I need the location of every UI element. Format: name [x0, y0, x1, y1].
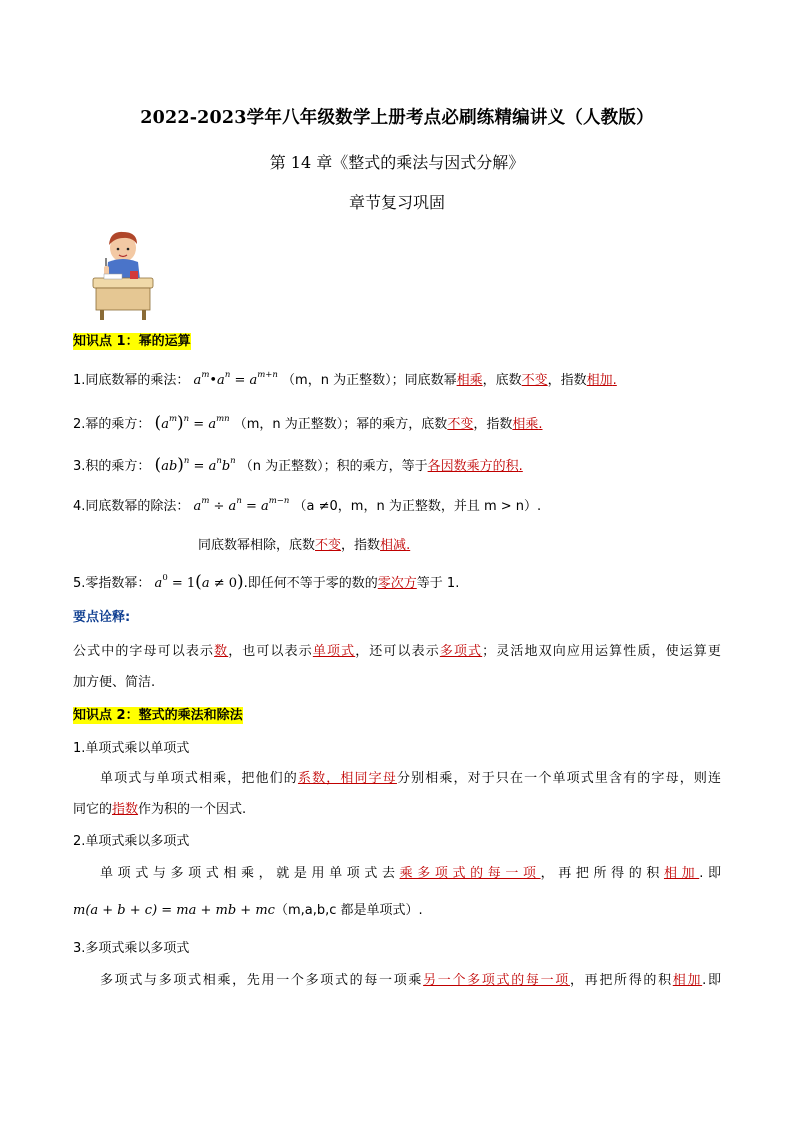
rule-same-base-multiplication: 1.同底数幂的乘法： $a^m•a^n = a^{m+n}$ （m，n 为正整数）；同底数幂相乘，底数不变，指数相加. [73, 370, 617, 388]
notes-paragraph-line2: 加方便、简洁. [73, 675, 156, 690]
formula-power-of-product: $(ab)^n = a^nb^n$ [154, 455, 236, 475]
formula-product: $a^m•a^n = a^{m+n}$ [193, 370, 278, 388]
formula-monomial-times-polynomial: m(a + b + c) = ma + mb + mc [73, 903, 275, 918]
notes-paragraph-line1: 公式中的字母可以表示数，也可以表示单项式，还可以表示多项式；灵活地双向应用运算性质，使运算更 [73, 644, 721, 659]
rule-division-summary: 同底数幂相除，底数不变，指数相减. [198, 538, 411, 553]
s1-line2: 同它的指数作为积的一个因式. [73, 802, 247, 817]
s2-title: 2.单项式乘以多项式 [73, 834, 190, 849]
rule-power-of-product: 3.积的乘方： $(ab)^n = a^nb^n$ （n 为正整数）；积的乘方，等于各因数乘方的积. [73, 455, 523, 475]
kp2-heading: 知识点 2：整式的乘法和除法 [73, 708, 243, 723]
s1-line1: 单项式与单项式相乘，把他们的系数，相同字母分别相乘，对于只在一个单项式里含有的字母，则连 [100, 771, 721, 786]
notes-heading: 要点诠释: [73, 610, 131, 625]
section-subtitle: 章节复习巩固 [348, 193, 445, 212]
s2-line1: 单项式与多项式相乘，就是用单项式去乘多项式的每一项，再把所得的积相加.即 [100, 866, 721, 881]
s3-title: 3.多项式乘以多项式 [73, 941, 190, 956]
s3-line1: 多项式与多项式相乘，先用一个多项式的每一项乘另一个多项式的每一项，再把所得的积相加.即 [100, 973, 721, 988]
kp1-heading: 知识点 1：幂的运算 [73, 334, 191, 349]
formula-quotient: $a^m \div a^n = a^{m-n}$ [193, 496, 290, 514]
formula-power-of-power: $(a^m)^n = a^{mn}$ [154, 413, 230, 433]
student-at-desk-illustration [90, 228, 156, 322]
document-title: 2022-2023学年八年级数学上册考点必刷练精编讲义（人教版） [140, 108, 654, 128]
formula-zero-exponent: $a^0 = 1(a \ne 0)$ [154, 572, 244, 592]
rule-same-base-division: 4.同底数幂的除法： $a^m \div a^n = a^{m-n}$ （a ≠0，m，n 为正整数，并且 m > n）. [73, 496, 542, 514]
rule-power-of-power: 2.幂的乘方： $(a^m)^n = a^{mn}$ （m，n 为正整数）；幂的乘方，底数不变，指数相乘. [73, 413, 543, 433]
s1-title: 1.单项式乘以单项式 [73, 741, 190, 756]
s2-line2: m(a + b + c) = ma + mb + mc（m,a,b,c 都是单项式）. [73, 903, 423, 918]
rule-zero-exponent: 5.零指数幂： $a^0 = 1(a \ne 0)$.即任何不等于零的数的零次方等于 1. [73, 572, 460, 592]
chapter-title: 第 14 章《整式的乘法与因式分解》 [269, 153, 525, 172]
